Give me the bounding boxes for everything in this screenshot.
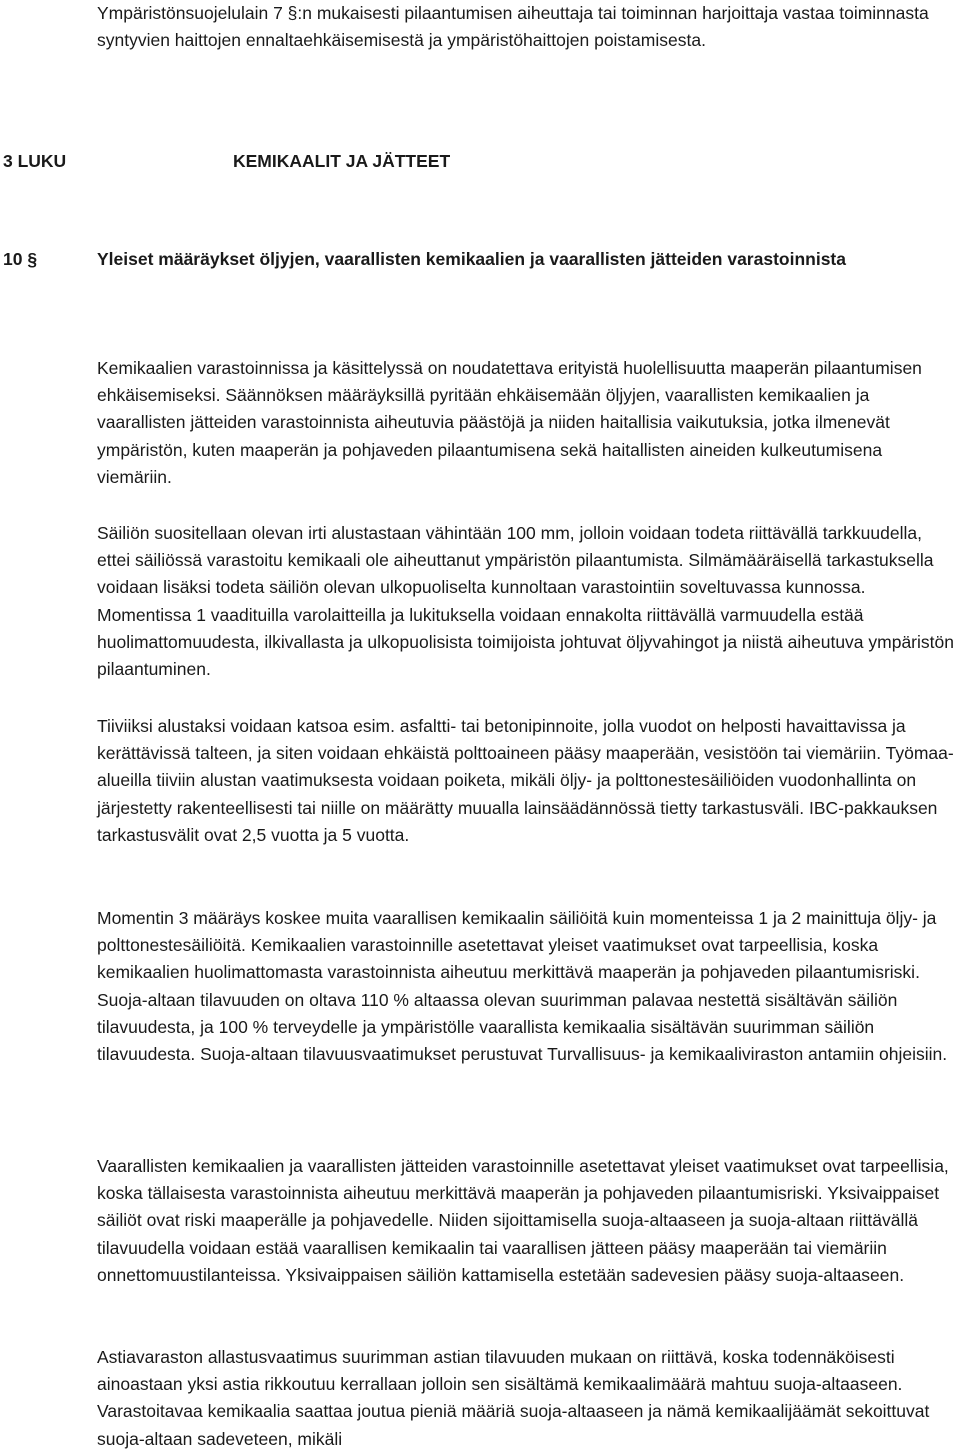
body-paragraph: Kemikaalien varastoinnissa ja käsittelyssä on noudatettava erityistä huolellisuutta maaperän pilaantumisen ehkäisemiseksi. Säännöksen määräyksillä pyritään ehkäisemään öljyjen, vaarallisten kemikaalien ja vaarallisten jätteiden varastoinnista aiheutuvia päästöjä ja niiden haitallisia vaikutuksia, jotka ilmenevät ympäristön, kuten maaperän ja pohjaveden pilaantumisena sekä haitallisten aineiden kulkeutumisena viemäriin.	[97, 358, 922, 487]
body-paragraph: Momentin 3 määräys koskee muita vaarallisen kemikaalin säiliöitä kuin momenteissa 1 ja 2 mainittuja öljy- ja polttonestesäiliöitä. Kemikaalien varastoinnille asetettavat yleiset vaatimukset ovat tarpeellisia, koska kemikaalien huolimattomasta varastoinnista aiheutuu merkittävä maaperän ja pohjaveden pilaantumisriski. Suoja-altaan tilavuuden on oltava 110 % altaassa olevan suurimman palavaa nestettä sisältävän säiliön tilavuudesta, ja 100 % terveydelle ja ympäristölle vaarallista kemikaalia sisältävän suurimman säiliön tilavuudesta. Suoja-altaan tilavuusvaatimukset perustuvat Turvallisuus- ja kemikaaliviraston antamiin ohjeisiin.	[97, 908, 948, 1065]
intro-paragraph: Ympäristönsuojelulain 7 §:n mukaisesti pilaantumisen aiheuttaja tai toiminnan harjoittaja vastaa toiminnasta syntyvien haittojen ennaltaehkäisemisestä ja ympäristöhaittojen poistamisesta.	[97, 3, 929, 51]
section-title: Yleiset määräykset öljyjen, vaarallisten kemikaalien ja vaarallisten jätteiden varastoinnista	[97, 249, 846, 269]
body-paragraph: Säiliön suositellaan olevan irti alustastaan vähintään 100 mm, jolloin voidaan todeta riittävällä tarkkuudella, ettei säiliössä varastoitu kemikaali ole aiheuttanut ympäristön pilaantumista. Silmämääräisellä tarkastuksella voidaan lisäksi todeta säiliön olevan ulkopuoliselta kunnoltaan varastointiin soveltuvassa kunnossa. Momentissa 1 vaadituilla varolaitteilla ja lukituksella voidaan ennakolta riittävällä varmuudella estää huolimattomuudesta, ilkivallasta ja ulkopuolisista toimijoista johtuvat öljyvahingot ja niistä aiheutuva ympäristön pilaantuminen.	[97, 523, 954, 680]
body-paragraph: Vaarallisten kemikaalien ja vaarallisten jätteiden varastoinnille asetettavat yleiset vaatimukset ovat tarpeellisia, koska tällaisesta varastoinnista aiheutuu merkittävä maaperän ja pohjaveden pilaantumisriski. Yksivaippaiset säiliöt ovat riski maaperälle ja pohjavedelle. Niiden sijoittamisella suoja-altaaseen ja suoja-altaan riittävällä tilavuudella voidaan estää vaarallisen kemikaalin tai vaarallisen jätteen pääsy maaperään tai viemäriin onnettomuustilanteissa. Yksivaippaisen säiliön kattamisella estetään sadevesien pääsy suoja-altaaseen.	[97, 1156, 949, 1285]
chapter-number: 3 LUKU	[3, 151, 67, 171]
section-number: 10 §	[3, 249, 38, 269]
body-paragraph: Astiavaraston allastusvaatimus suurimman astian tilavuuden mukaan on riittävä, koska todennäköisesti ainoastaan yksi astia rikkoutuu kerrallaan jolloin sen sisältämä kemikaalimäärä mahtuu suoja-altaaseen. Varastoitavaa kemikaalia saattaa joutua pieniä määriä suoja-altaaseen ja nämä kemikaalijäämät sekoittuvat suoja-altaan sadeveteen, mikäli	[97, 1347, 930, 1449]
chapter-title: KEMIKAALIT JA JÄTTEET	[233, 151, 451, 171]
body-paragraph: Tiiviiksi alustaksi voidaan katsoa esim. asfaltti- tai betonipinnoite, jolla vuodot on helposti havaittavissa ja kerättävissä talteen, ja siten voidaan ehkäistä polttoaineen pääsy maaperään, vesistöön tai viemäriin. Työmaa-alueilla tiiviin alustan vaatimuksesta voidaan poiketa, mikäli öljy- ja polttonestesäiliöiden vuodonhallinta on järjestetty rakenteellisesti tai niille on määrätty muualla lainsäädännössä tietty tarkastusväli. IBC-pakkauksen tarkastusvälit ovat 2,5 vuotta ja 5 vuotta.	[97, 716, 954, 845]
